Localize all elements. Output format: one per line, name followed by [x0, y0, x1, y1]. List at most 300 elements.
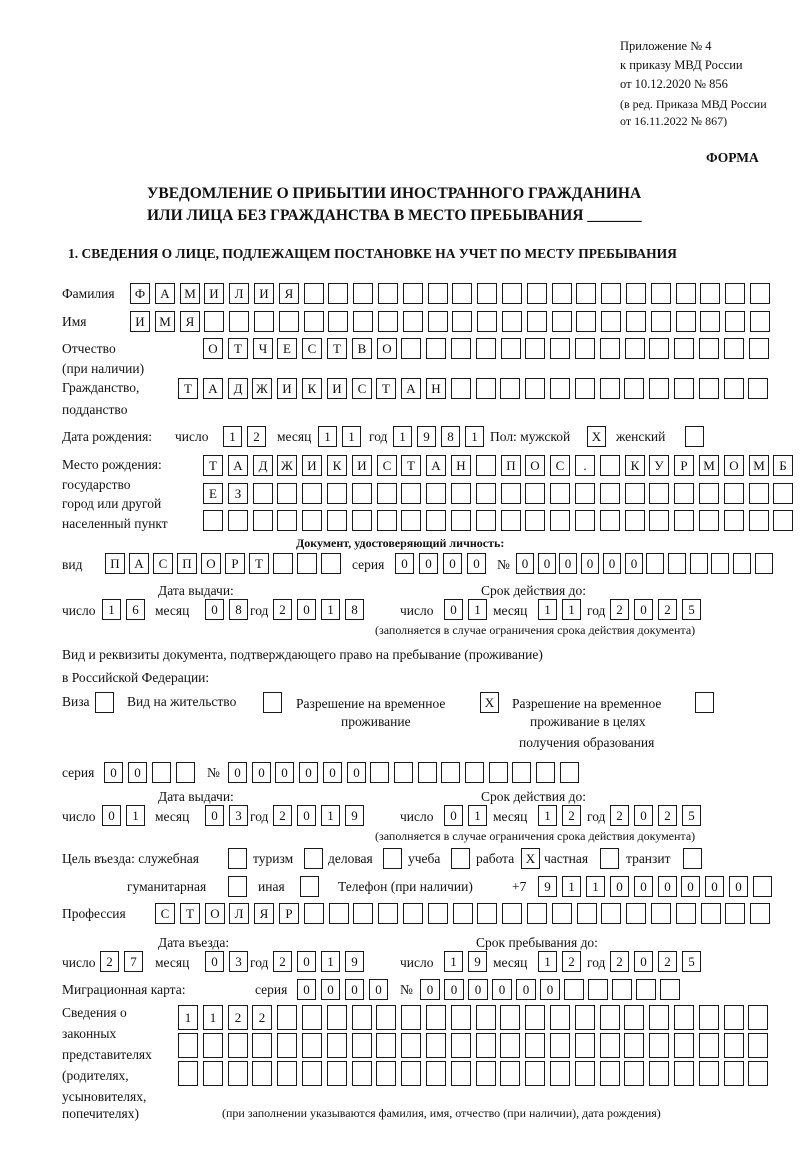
letter-cell[interactable]: 0: [205, 599, 224, 620]
letter-cell[interactable]: [254, 311, 274, 332]
letter-cell[interactable]: [588, 979, 608, 1000]
letter-cell[interactable]: [525, 1005, 545, 1030]
letter-cell[interactable]: [476, 378, 496, 399]
letter-cell[interactable]: Т: [376, 378, 396, 399]
letter-cell[interactable]: [624, 378, 644, 399]
letter-cell[interactable]: [204, 311, 224, 332]
letter-cell[interactable]: [550, 338, 570, 359]
letter-cell[interactable]: А: [426, 455, 446, 476]
letter-cell[interactable]: М: [180, 283, 200, 304]
letter-cell[interactable]: [327, 1061, 347, 1086]
letter-cell[interactable]: [625, 338, 645, 359]
letter-cell[interactable]: 2: [562, 951, 581, 972]
letter-cell[interactable]: [612, 979, 632, 1000]
letter-cell[interactable]: Т: [327, 338, 347, 359]
letter-cell[interactable]: [377, 483, 397, 504]
letter-cell[interactable]: [525, 510, 545, 531]
letter-cell[interactable]: [277, 483, 297, 504]
letter-cell[interactable]: [564, 979, 584, 1000]
letter-cell[interactable]: [649, 1061, 669, 1086]
letter-cell[interactable]: [725, 311, 745, 332]
letter-cell[interactable]: 0: [395, 553, 414, 574]
checkbox-cell[interactable]: [695, 692, 714, 713]
letter-cell[interactable]: И: [204, 283, 224, 304]
letter-cell[interactable]: Т: [180, 903, 200, 924]
letter-cell[interactable]: Ч: [253, 338, 273, 359]
letter-cell[interactable]: 2: [228, 1005, 248, 1030]
letter-cell[interactable]: [626, 311, 646, 332]
letter-cell[interactable]: 2: [247, 426, 266, 447]
letter-cell[interactable]: [451, 483, 471, 504]
letter-cell[interactable]: [229, 311, 249, 332]
letter-cell[interactable]: Е: [203, 483, 223, 504]
letter-cell[interactable]: .: [575, 455, 595, 476]
letter-cell[interactable]: 1: [321, 951, 340, 972]
letter-cell[interactable]: [646, 553, 664, 574]
letter-cell[interactable]: [724, 483, 744, 504]
letter-cell[interactable]: [426, 1005, 446, 1030]
letter-cell[interactable]: [228, 510, 248, 531]
letter-cell[interactable]: [575, 1005, 595, 1030]
letter-cell[interactable]: 9: [538, 876, 557, 897]
letter-cell[interactable]: 0: [443, 553, 462, 574]
letter-cell[interactable]: [725, 283, 745, 304]
letter-cell[interactable]: Д: [253, 455, 273, 476]
letter-cell[interactable]: Я: [254, 903, 274, 924]
letter-cell[interactable]: 3: [229, 951, 248, 972]
letter-cell[interactable]: [724, 338, 744, 359]
letter-cell[interactable]: 0: [538, 553, 556, 574]
checkbox-cell[interactable]: [683, 848, 702, 869]
letter-cell[interactable]: [401, 338, 421, 359]
letter-cell[interactable]: [674, 1033, 694, 1058]
letter-cell[interactable]: [676, 311, 696, 332]
letter-cell[interactable]: [302, 1061, 322, 1086]
letter-cell[interactable]: [477, 283, 497, 304]
letter-cell[interactable]: [277, 1005, 297, 1030]
letter-cell[interactable]: [649, 1005, 669, 1030]
letter-cell[interactable]: [651, 311, 671, 332]
letter-cell[interactable]: 1: [393, 426, 412, 447]
checkbox-cell[interactable]: [304, 848, 323, 869]
letter-cell[interactable]: [600, 483, 620, 504]
letter-cell[interactable]: [302, 483, 322, 504]
letter-cell[interactable]: [651, 283, 671, 304]
letter-cell[interactable]: И: [302, 455, 322, 476]
letter-cell[interactable]: 9: [468, 951, 487, 972]
letter-cell[interactable]: [773, 483, 793, 504]
letter-cell[interactable]: К: [327, 455, 347, 476]
letter-cell[interactable]: [329, 903, 349, 924]
letter-cell[interactable]: [674, 378, 694, 399]
letter-cell[interactable]: Н: [451, 455, 471, 476]
letter-cell[interactable]: А: [203, 378, 223, 399]
checkbox-cell[interactable]: [600, 848, 619, 869]
letter-cell[interactable]: 0: [516, 979, 536, 1000]
letter-cell[interactable]: 9: [417, 426, 436, 447]
letter-cell[interactable]: [327, 1033, 347, 1058]
letter-cell[interactable]: Ж: [252, 378, 272, 399]
letter-cell[interactable]: П: [177, 553, 197, 574]
letter-cell[interactable]: Ж: [277, 455, 297, 476]
checkbox-cell[interactable]: [451, 848, 470, 869]
letter-cell[interactable]: [327, 1005, 347, 1030]
letter-cell[interactable]: [370, 762, 389, 783]
letter-cell[interactable]: [428, 903, 448, 924]
letter-cell[interactable]: [733, 553, 751, 574]
letter-cell[interactable]: 9: [345, 805, 364, 826]
letter-cell[interactable]: [489, 762, 508, 783]
letter-cell[interactable]: [600, 1005, 620, 1030]
letter-cell[interactable]: [699, 1061, 719, 1086]
letter-cell[interactable]: 2: [658, 805, 677, 826]
letter-cell[interactable]: [600, 510, 620, 531]
letter-cell[interactable]: [302, 510, 322, 531]
letter-cell[interactable]: И: [254, 283, 274, 304]
letter-cell[interactable]: С: [155, 903, 175, 924]
letter-cell[interactable]: [451, 510, 471, 531]
letter-cell[interactable]: [575, 510, 595, 531]
letter-cell[interactable]: [625, 483, 645, 504]
letter-cell[interactable]: [701, 903, 721, 924]
letter-cell[interactable]: 0: [321, 979, 340, 1000]
letter-cell[interactable]: 5: [682, 805, 701, 826]
letter-cell[interactable]: 1: [468, 599, 487, 620]
letter-cell[interactable]: [500, 1061, 520, 1086]
letter-cell[interactable]: П: [501, 455, 521, 476]
letter-cell[interactable]: 0: [252, 762, 271, 783]
letter-cell[interactable]: 1: [321, 599, 340, 620]
letter-cell[interactable]: [378, 311, 398, 332]
letter-cell[interactable]: [536, 762, 555, 783]
letter-cell[interactable]: Б: [773, 455, 793, 476]
letter-cell[interactable]: [418, 762, 437, 783]
letter-cell[interactable]: 1: [538, 805, 557, 826]
letter-cell[interactable]: [600, 455, 620, 476]
letter-cell[interactable]: [601, 903, 621, 924]
letter-cell[interactable]: [428, 311, 448, 332]
letter-cell[interactable]: О: [724, 455, 744, 476]
letter-cell[interactable]: [279, 311, 299, 332]
letter-cell[interactable]: [552, 311, 572, 332]
letter-cell[interactable]: 1: [178, 1005, 198, 1030]
letter-cell[interactable]: [512, 762, 531, 783]
letter-cell[interactable]: [252, 1033, 272, 1058]
letter-cell[interactable]: 1: [102, 599, 121, 620]
letter-cell[interactable]: [748, 1005, 768, 1030]
letter-cell[interactable]: Я: [279, 283, 299, 304]
letter-cell[interactable]: И: [277, 378, 297, 399]
letter-cell[interactable]: 0: [345, 979, 364, 1000]
letter-cell[interactable]: 2: [100, 951, 119, 972]
letter-cell[interactable]: [660, 979, 680, 1000]
letter-cell[interactable]: [178, 1033, 198, 1058]
letter-cell[interactable]: [636, 979, 656, 1000]
letter-cell[interactable]: [321, 553, 341, 574]
letter-cell[interactable]: 2: [273, 805, 292, 826]
letter-cell[interactable]: 1: [562, 876, 581, 897]
letter-cell[interactable]: [327, 510, 347, 531]
letter-cell[interactable]: К: [302, 378, 322, 399]
letter-cell[interactable]: 1: [468, 805, 487, 826]
letter-cell[interactable]: [525, 378, 545, 399]
letter-cell[interactable]: П: [105, 553, 125, 574]
letter-cell[interactable]: [699, 1005, 719, 1030]
letter-cell[interactable]: Н: [426, 378, 446, 399]
letter-cell[interactable]: 0: [205, 805, 224, 826]
letter-cell[interactable]: [750, 903, 770, 924]
letter-cell[interactable]: [352, 1033, 372, 1058]
letter-cell[interactable]: 5: [682, 599, 701, 620]
letter-cell[interactable]: [501, 338, 521, 359]
letter-cell[interactable]: [674, 1061, 694, 1086]
letter-cell[interactable]: [699, 378, 719, 399]
letter-cell[interactable]: [550, 483, 570, 504]
letter-cell[interactable]: [451, 1033, 471, 1058]
letter-cell[interactable]: [297, 553, 317, 574]
letter-cell[interactable]: 1: [538, 951, 557, 972]
letter-cell[interactable]: [401, 1061, 421, 1086]
letter-cell[interactable]: Д: [228, 378, 248, 399]
letter-cell[interactable]: [750, 283, 770, 304]
letter-cell[interactable]: [525, 483, 545, 504]
letter-cell[interactable]: 1: [562, 599, 581, 620]
letter-cell[interactable]: [277, 510, 297, 531]
letter-cell[interactable]: [601, 283, 621, 304]
letter-cell[interactable]: [304, 283, 324, 304]
letter-cell[interactable]: [253, 510, 273, 531]
checkbox-cell[interactable]: [228, 876, 247, 897]
letter-cell[interactable]: У: [649, 455, 669, 476]
letter-cell[interactable]: [426, 510, 446, 531]
letter-cell[interactable]: [352, 1061, 372, 1086]
letter-cell[interactable]: [152, 762, 171, 783]
letter-cell[interactable]: 3: [229, 805, 248, 826]
letter-cell[interactable]: [353, 311, 373, 332]
letter-cell[interactable]: [699, 483, 719, 504]
letter-cell[interactable]: [724, 1033, 744, 1058]
letter-cell[interactable]: [626, 283, 646, 304]
letter-cell[interactable]: 0: [420, 979, 440, 1000]
letter-cell[interactable]: [552, 283, 572, 304]
letter-cell[interactable]: [277, 1061, 297, 1086]
checkbox-cell[interactable]: [95, 692, 114, 713]
letter-cell[interactable]: [624, 1005, 644, 1030]
letter-cell[interactable]: [674, 338, 694, 359]
letter-cell[interactable]: [476, 483, 496, 504]
letter-cell[interactable]: 0: [540, 979, 560, 1000]
letter-cell[interactable]: 0: [297, 951, 316, 972]
letter-cell[interactable]: 1: [318, 426, 337, 447]
letter-cell[interactable]: 1: [203, 1005, 223, 1030]
letter-cell[interactable]: [649, 338, 669, 359]
letter-cell[interactable]: [452, 311, 472, 332]
letter-cell[interactable]: [352, 483, 372, 504]
checkbox-cell[interactable]: X: [521, 848, 540, 869]
letter-cell[interactable]: [676, 903, 696, 924]
letter-cell[interactable]: [476, 1061, 496, 1086]
letter-cell[interactable]: О: [377, 338, 397, 359]
letter-cell[interactable]: С: [550, 455, 570, 476]
letter-cell[interactable]: А: [401, 378, 421, 399]
letter-cell[interactable]: [401, 1033, 421, 1058]
letter-cell[interactable]: О: [205, 903, 225, 924]
letter-cell[interactable]: А: [155, 283, 175, 304]
letter-cell[interactable]: [651, 903, 671, 924]
letter-cell[interactable]: Л: [229, 283, 249, 304]
letter-cell[interactable]: [476, 455, 496, 476]
letter-cell[interactable]: [626, 903, 646, 924]
letter-cell[interactable]: [649, 510, 669, 531]
letter-cell[interactable]: [378, 283, 398, 304]
letter-cell[interactable]: [403, 903, 423, 924]
letter-cell[interactable]: [377, 510, 397, 531]
letter-cell[interactable]: [428, 283, 448, 304]
letter-cell[interactable]: С: [153, 553, 173, 574]
checkbox-cell[interactable]: X: [587, 426, 606, 447]
letter-cell[interactable]: 8: [229, 599, 248, 620]
letter-cell[interactable]: [502, 903, 522, 924]
letter-cell[interactable]: [690, 553, 708, 574]
letter-cell[interactable]: 0: [347, 762, 366, 783]
letter-cell[interactable]: 0: [297, 599, 316, 620]
letter-cell[interactable]: 1: [321, 805, 340, 826]
letter-cell[interactable]: [273, 553, 293, 574]
letter-cell[interactable]: [649, 483, 669, 504]
letter-cell[interactable]: [577, 903, 597, 924]
letter-cell[interactable]: [376, 1061, 396, 1086]
letter-cell[interactable]: [560, 762, 579, 783]
letter-cell[interactable]: [451, 378, 471, 399]
letter-cell[interactable]: 0: [299, 762, 318, 783]
letter-cell[interactable]: 0: [658, 876, 677, 897]
letter-cell[interactable]: [724, 1061, 744, 1086]
letter-cell[interactable]: 1: [586, 876, 605, 897]
letter-cell[interactable]: [501, 510, 521, 531]
letter-cell[interactable]: Е: [277, 338, 297, 359]
letter-cell[interactable]: 2: [658, 951, 677, 972]
letter-cell[interactable]: [600, 1033, 620, 1058]
letter-cell[interactable]: 0: [610, 876, 629, 897]
letter-cell[interactable]: 2: [610, 599, 629, 620]
letter-cell[interactable]: [500, 1005, 520, 1030]
letter-cell[interactable]: [476, 510, 496, 531]
letter-cell[interactable]: Ф: [130, 283, 150, 304]
letter-cell[interactable]: [304, 903, 324, 924]
letter-cell[interactable]: Т: [178, 378, 198, 399]
letter-cell[interactable]: [304, 311, 324, 332]
letter-cell[interactable]: 0: [634, 876, 653, 897]
letter-cell[interactable]: 0: [634, 951, 653, 972]
letter-cell[interactable]: [527, 283, 547, 304]
letter-cell[interactable]: [477, 311, 497, 332]
letter-cell[interactable]: 0: [625, 553, 643, 574]
letter-cell[interactable]: [451, 1061, 471, 1086]
letter-cell[interactable]: [624, 1033, 644, 1058]
letter-cell[interactable]: [749, 483, 769, 504]
checkbox-cell[interactable]: [263, 692, 282, 713]
letter-cell[interactable]: [576, 311, 596, 332]
letter-cell[interactable]: [302, 1033, 322, 1058]
letter-cell[interactable]: С: [302, 338, 322, 359]
letter-cell[interactable]: [527, 311, 547, 332]
letter-cell[interactable]: [378, 903, 398, 924]
letter-cell[interactable]: [302, 1005, 322, 1030]
letter-cell[interactable]: 0: [467, 553, 486, 574]
letter-cell[interactable]: [748, 1061, 768, 1086]
letter-cell[interactable]: 0: [419, 553, 438, 574]
letter-cell[interactable]: [773, 510, 793, 531]
letter-cell[interactable]: 0: [102, 805, 121, 826]
letter-cell[interactable]: [575, 338, 595, 359]
letter-cell[interactable]: [426, 1061, 446, 1086]
letter-cell[interactable]: [328, 311, 348, 332]
letter-cell[interactable]: 0: [323, 762, 342, 783]
letter-cell[interactable]: 2: [273, 599, 292, 620]
letter-cell[interactable]: 2: [252, 1005, 272, 1030]
letter-cell[interactable]: [525, 1033, 545, 1058]
letter-cell[interactable]: [576, 283, 596, 304]
letter-cell[interactable]: 7: [124, 951, 143, 972]
letter-cell[interactable]: [203, 1033, 223, 1058]
letter-cell[interactable]: [649, 378, 669, 399]
letter-cell[interactable]: [476, 338, 496, 359]
letter-cell[interactable]: [328, 283, 348, 304]
letter-cell[interactable]: [228, 1061, 248, 1086]
letter-cell[interactable]: [376, 1033, 396, 1058]
letter-cell[interactable]: 1: [465, 426, 484, 447]
letter-cell[interactable]: 0: [559, 553, 577, 574]
letter-cell[interactable]: 0: [444, 805, 463, 826]
letter-cell[interactable]: [376, 1005, 396, 1030]
letter-cell[interactable]: [749, 510, 769, 531]
letter-cell[interactable]: [724, 378, 744, 399]
letter-cell[interactable]: [502, 311, 522, 332]
letter-cell[interactable]: 0: [468, 979, 488, 1000]
letter-cell[interactable]: [552, 903, 572, 924]
letter-cell[interactable]: 0: [297, 979, 316, 1000]
letter-cell[interactable]: [724, 510, 744, 531]
letter-cell[interactable]: З: [228, 483, 248, 504]
letter-cell[interactable]: 1: [444, 951, 463, 972]
letter-cell[interactable]: [550, 1061, 570, 1086]
letter-cell[interactable]: 0: [128, 762, 147, 783]
letter-cell[interactable]: [699, 338, 719, 359]
letter-cell[interactable]: С: [377, 455, 397, 476]
letter-cell[interactable]: [502, 283, 522, 304]
letter-cell[interactable]: [525, 338, 545, 359]
letter-cell[interactable]: 0: [275, 762, 294, 783]
checkbox-cell[interactable]: [300, 876, 319, 897]
letter-cell[interactable]: 9: [345, 951, 364, 972]
letter-cell[interactable]: [725, 903, 745, 924]
letter-cell[interactable]: [550, 510, 570, 531]
letter-cell[interactable]: [500, 1033, 520, 1058]
letter-cell[interactable]: Р: [674, 455, 694, 476]
letter-cell[interactable]: [476, 1033, 496, 1058]
letter-cell[interactable]: [649, 1033, 669, 1058]
letter-cell[interactable]: [228, 1033, 248, 1058]
letter-cell[interactable]: Т: [401, 455, 421, 476]
letter-cell[interactable]: 0: [444, 599, 463, 620]
letter-cell[interactable]: [674, 1005, 694, 1030]
letter-cell[interactable]: [501, 483, 521, 504]
letter-cell[interactable]: М: [749, 455, 769, 476]
letter-cell[interactable]: [465, 762, 484, 783]
letter-cell[interactable]: [452, 283, 472, 304]
letter-cell[interactable]: [353, 903, 373, 924]
letter-cell[interactable]: [674, 510, 694, 531]
